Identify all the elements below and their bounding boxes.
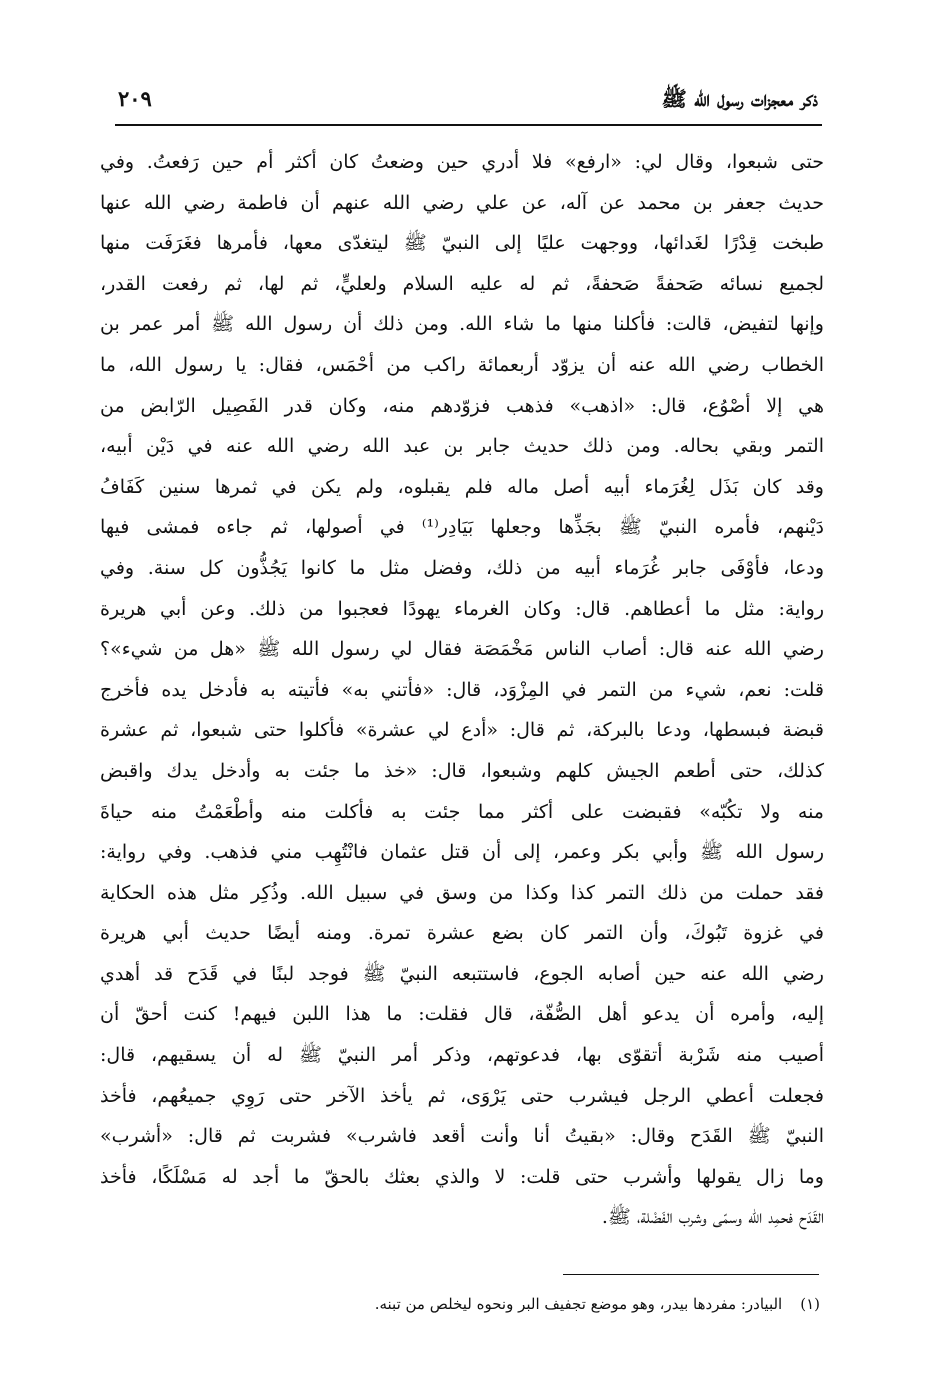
text-line: وما زال يقولها وأشرب حتى قلت: لا والذي بعثك بالحقّ ما أجد له مَسْلَكًا، فأخذ [100, 1165, 824, 1188]
text-line: وإنها لتفيض، قالت: فأكلنا منها ما شاء الله. ومن ذلك أن رسول الله ﷺ أمر عمر بن [100, 313, 824, 336]
text-line: حتى شبعوا، وقال لي: «ارفع» فلا أدري حين وضعتُ كان أكثر أم حين رَفعتُ. وفي [100, 151, 824, 173]
text-line: في غزوة تَبُوكَ، وأن التمر كان بضع عشرة تمرة. ومنه أيضًا حديث أبي هريرة [100, 922, 824, 945]
text-line: رواية: مثل ما أعطاهم. قال: وكان الغرماء يهودًا فعجبوا من ذلك. وعن أبي هريرة [100, 597, 824, 620]
text-line: لجميع نسائه صَحفةً صَحفةً، ثم له عليه السلام ولعليٍّ، ثم لها، ثم رفعت القدر، [100, 272, 824, 295]
page-number: ٢٠٩ [118, 86, 152, 111]
text-line: وقد كان بَذَل لِغُرَماء أبيه أصل ماله فلم يقبلوه، ولم يكن في ثمرها سنين كَفَافُ [100, 475, 824, 498]
running-title: ذكر معجزات رسول الله ﷺ [661, 86, 818, 111]
text-line: فقد حملت من ذلك التمر كذا وكذا من وسق في سبيل الله. وذُكِر مثل هذه الحكاية [100, 881, 824, 904]
text-line: قبضة فبسطها، ودعا بالبركة، ثم قال: «أدع لي عشرة» فأكلوا حتى شبعوا، ثم عشرة [100, 719, 824, 742]
footnote-text: البيادر: مفردها بيدر، وهو موضع تجفيف البر ونحوه ليخلص من تبنه. [374, 1295, 783, 1313]
text-line: أصيب منه شَرْبة أتقوّى بها، فدعوتهم، وذكر أمر النبيّ ﷺ له أن يسقيهم، قال: [100, 1044, 824, 1067]
text-line: رضي الله عنه قال: أصاب الناس مَخْمَصَة فقال لي رسول الله ﷺ «هل من شيء»؟ [100, 638, 824, 661]
page-header [118, 80, 818, 124]
text-line: إليه، وأمره أن يدعو أهل الصُّفّة، قال فقلت: ما هذا اللبن فيهم! كنت أحقّ أن [100, 1003, 824, 1026]
text-line: النبيّ ﷺ القَدَح وقال: «بقيتُ أنا وأنت أقعد فاشرب» فشربت ثم قال: «أشرب» [100, 1125, 824, 1148]
text-line: الخطاب رضي الله عنه أن يزوّد أربعمائة راكب من أحْمَس، فقال: يا رسول الله، ما [100, 353, 824, 376]
text-line: القَدَح فحمِد الله وسمّى وشرب الفَضْلة، ﷺ. [601, 1206, 824, 1229]
footnote [120, 1290, 820, 1318]
text-line: قلت: نعم، شيء من التمر في المِزْوَد، قال: «فأتني به» فأتيته به فأدخل يده فأخرج [100, 678, 824, 701]
text-line: حديث جعفر بن محمد عن آله، عن علي رضي الله عنهم أن فاطمة رضي الله عنها [100, 191, 824, 214]
text-line: فجعلت أعطي الرجل فيشرب حتى يَرْوَى، ثم يأخذ الآخر حتى رَوِي جميعُهم، فأخذ [100, 1084, 824, 1107]
text-line: رضي الله عنه حين أصابه الجوع، فاستتبعه النبيّ ﷺ فوجد لبنًا في قَدَح قد أهدي [100, 962, 824, 985]
text-line: ودعا، فأوْفَى جابر غُرَماء أبيه من ذلك، وفضل مثل ما كانوا يَجُذُّون كل سنة. وفي [100, 556, 824, 579]
body-text [100, 142, 824, 1238]
text-line: رسول الله ﷺ وأبي بكر وعمر، إلى أن قتل عثمان فانْتُهِب مني فذهب. وفي رواية: [100, 841, 824, 864]
footnote-divider [563, 1274, 819, 1275]
text-line: التمر وبقي بحاله. ومن ذلك حديث جابر بن عبد الله رضي الله عنه في دَيْن أبيه، [100, 435, 824, 458]
header-divider [115, 124, 822, 126]
text-line: دَيْنهم، فأمره النبيّ ﷺ بجَذِّها وجعلها بَيَادِر⁽¹⁾ في أصولها، ثم جاءه فمشى فيها [100, 516, 824, 539]
text-line: كذلك، حتى أطعم الجيش كلهم وشبعوا، قال: «خذ ما جئت به وأدخل يدك واقبض [100, 759, 824, 782]
text-line: هي إلا أصْوُع، قال: «اذهب» فذهب فزوّدهم منه، وكان قدر الفَصِيل الرّابض من [100, 394, 824, 417]
footnote-marker: (١) [800, 1295, 820, 1313]
text-line: منه ولا تكُبّه» فقبضت على أكثر مما جئت به فأكلت منه وأطْعَمْتُ منه حياةَ [100, 800, 824, 823]
text-line: طبخت قِدْرًا لغَدائها، ووجهت عليًا إلى النبيّ ﷺ ليتغدّى معها، فأمرها فغَرَفَت منها [100, 232, 824, 255]
